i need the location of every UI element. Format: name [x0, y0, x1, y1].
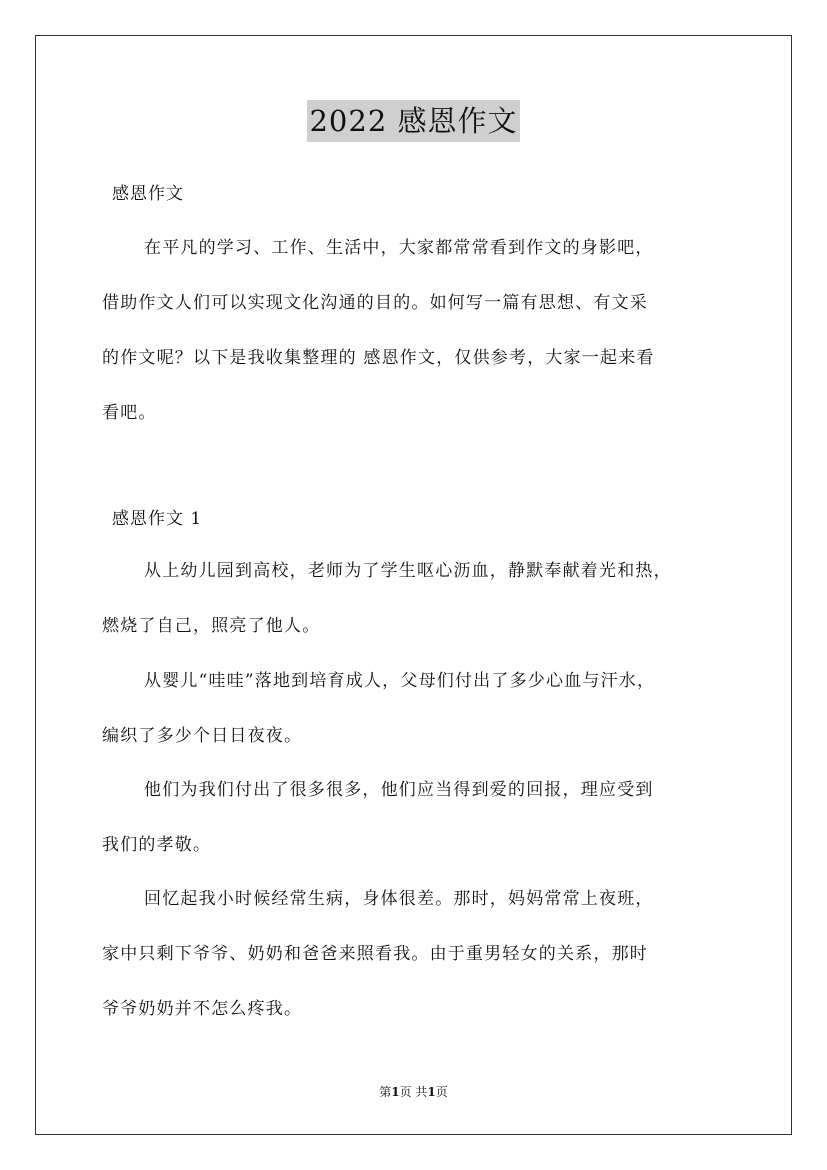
document-title: 2022 感恩作文 [307, 100, 519, 142]
paragraph-line: 编织了多少个日日夜夜。 [102, 726, 303, 746]
paragraph-line: 从婴儿“哇哇”落地到培育成人，父母们付出了多少心血与汗水， [144, 671, 656, 691]
title-wrap [0, 100, 827, 142]
paragraph-line: 在平凡的学习、工作、生活中，大家都常常看到作文的身影吧， [144, 238, 654, 258]
paragraph-3 [102, 763, 742, 873]
intro-heading: 感恩作文 [112, 184, 184, 204]
footer-page-current: 1 [391, 1085, 400, 1099]
footer-mid: 页 共 [399, 1085, 428, 1099]
intro-paragraph [102, 221, 742, 441]
paragraph-line: 爷爷奶奶并不怎么疼我。 [102, 999, 303, 1019]
footer-page-total: 1 [427, 1085, 436, 1099]
paragraph-line: 燃烧了自己，照亮了他人。 [102, 616, 321, 636]
page-footer [0, 1083, 827, 1101]
paragraph-4 [102, 872, 742, 1037]
paragraph-line: 回忆起我小时候经常生病，身体很差。那时，妈妈常常上夜班， [144, 889, 654, 909]
footer-suffix: 页 [435, 1085, 448, 1099]
paragraph-line: 他们为我们付出了很多很多，他们应当得到爱的回报，理应受到 [144, 780, 654, 800]
paragraph-line: 的作文呢？以下是我收集整理的 感恩作文，仅供参考，大家一起来看 [102, 348, 655, 368]
paragraph-line: 借助作文人们可以实现文化沟通的目的。如何写一篇有思想、有文采 [102, 293, 648, 313]
paragraph-2 [102, 654, 742, 764]
section-heading: 感恩作文 1 [112, 509, 203, 529]
paragraph-line: 从上幼儿园到高校，老师为了学生呕心沥血，静默奉献着光和热， [144, 561, 672, 581]
paragraph-line: 我们的孝敬。 [102, 835, 212, 855]
paragraph-line: 家中只剩下爷爷、奶奶和爸爸来照看我。由于重男轻女的关系，那时 [102, 944, 648, 964]
paragraph-line: 看吧。 [102, 403, 157, 423]
paragraph-1 [102, 544, 742, 654]
footer-prefix: 第 [379, 1085, 392, 1099]
